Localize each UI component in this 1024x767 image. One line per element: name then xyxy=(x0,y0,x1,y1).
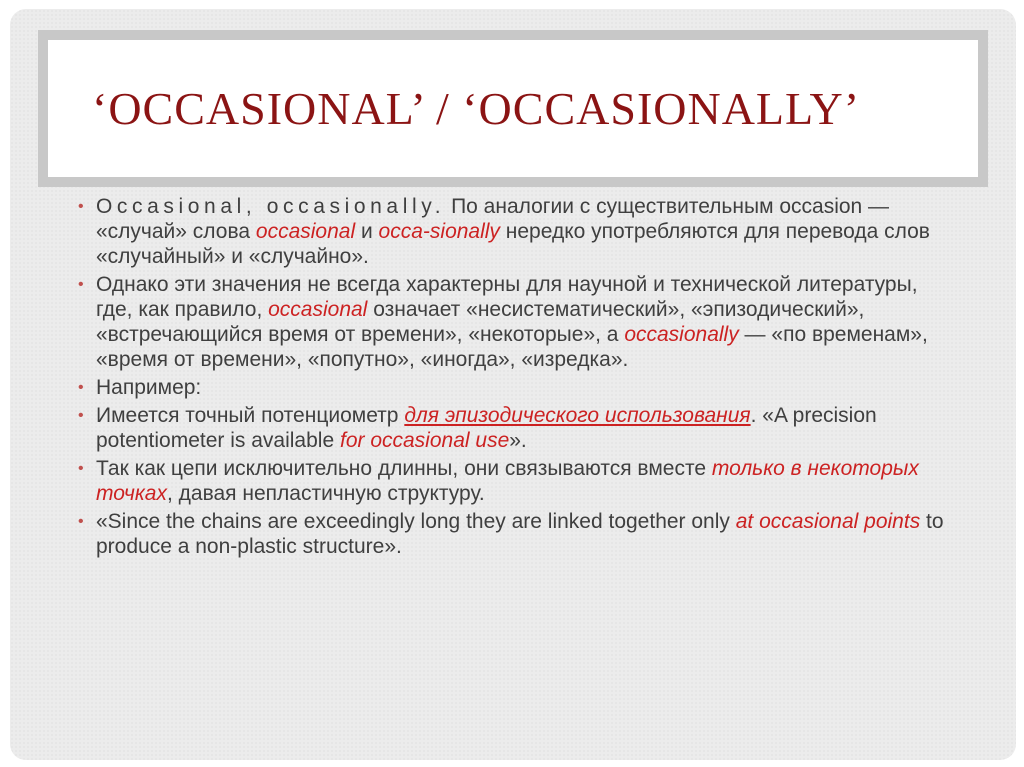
highlighted-term: только в некоторых точках xyxy=(96,457,919,505)
bullet-text: , давая непластичную структуру. xyxy=(166,482,485,505)
bullet-text: нередко употребляются для перевода слов «случайный» и «случайно». xyxy=(96,220,930,268)
highlighted-term: Occasional, occasionally. xyxy=(96,195,446,218)
bullet-icon: • xyxy=(78,276,84,293)
bullet-text: означает «несистематический», «эпизодический», «встречающийся время от времени», «некоторые», а xyxy=(96,298,865,346)
bullet-text: Так как цепи исключительно длинны, они связываются вместе xyxy=(96,457,712,480)
bullet-text: ». xyxy=(509,429,527,452)
slide xyxy=(10,9,1016,760)
bullet-text: и xyxy=(355,220,379,243)
bullet-text: По аналогии с существительным occasion — «случай» слова xyxy=(96,195,890,243)
bullet-text: — «по временам», «время от времени», «попутно», «иногда», «изредка». xyxy=(96,323,928,371)
bullet-icon: • xyxy=(78,407,84,424)
title-frame xyxy=(38,30,988,187)
bullet-icon: • xyxy=(78,460,84,477)
highlighted-term: for occasional use xyxy=(339,429,510,452)
bullet-item xyxy=(78,375,958,400)
bullet-icon: • xyxy=(78,379,84,396)
bullet-list xyxy=(78,194,958,562)
highlighted-term: occasional xyxy=(255,220,356,243)
bullet-item xyxy=(78,194,958,269)
bullet-item xyxy=(78,509,958,559)
bullet-item xyxy=(78,272,958,372)
bullet-item xyxy=(78,403,958,453)
highlighted-term: occasional xyxy=(268,298,368,321)
highlighted-term: для эпизодического использования xyxy=(404,404,751,427)
bullet-text: Однако эти значения не всегда характерны для научной и технической литературы, где, как правило, xyxy=(96,273,918,321)
bullet-text: Имеется точный потенциометр xyxy=(96,404,405,427)
bullet-text: Например: xyxy=(96,376,202,399)
highlighted-term: occasionally xyxy=(624,323,739,346)
title-panel xyxy=(48,40,978,177)
highlighted-term: at occasional points xyxy=(735,510,921,533)
bullet-text: . «A precision potentiometer is available xyxy=(96,404,877,452)
slide-title: ‘OCCASIONAL’ / ‘OCCASIONALLY’ xyxy=(92,83,861,134)
bullet-icon: • xyxy=(78,198,84,215)
bullet-icon: • xyxy=(78,513,84,530)
bullet-text: «Since the chains are exceedingly long they are linked together only xyxy=(96,510,736,533)
bullet-item xyxy=(78,456,958,506)
bullet-text: to produce a non-plastic structure». xyxy=(96,510,944,558)
highlighted-term: occa-sionally xyxy=(378,220,500,243)
